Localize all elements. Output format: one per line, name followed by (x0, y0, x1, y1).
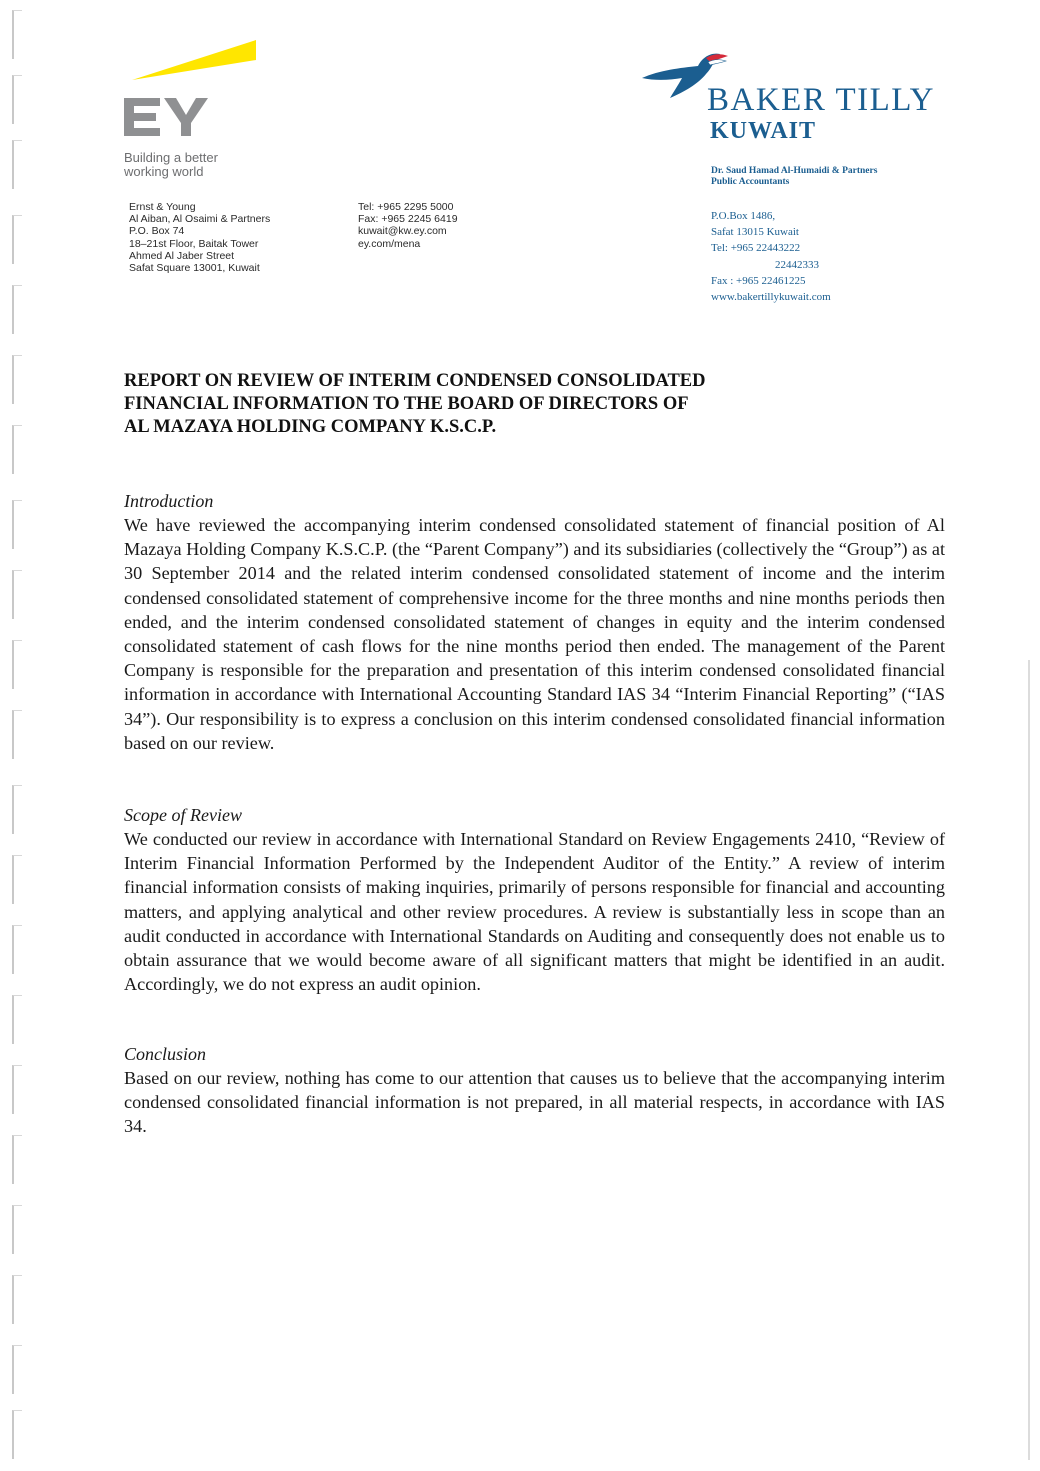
ey-beam-icon (132, 40, 256, 80)
binder-marks (0, 0, 40, 1471)
scope-body: We conducted our review in accordance with International Standard on Review Engagements 2410, “Review of Interim Financial Information Performed by the Independent Auditor of the Entity.” A review of interim financial information consists of making inquiries, primarily of persons responsible for financial and accounting matters, and applying analytical and other review procedures. A review is substantially less in scope than an audit conducted in accordance with International Standards on Auditing and consequently does not enable us to obtain assurance that we would become aware of all significant matters that might be identified in an audit. Accordingly, we do not express an audit opinion. (124, 829, 945, 995)
baker-tilly-partners: Dr. Saud Hamad Al-Humaidi & Partners Public Accountants (711, 166, 878, 187)
scope-section (124, 804, 945, 996)
baker-tilly-tel: Tel: +965 22443222 (711, 242, 801, 255)
ey-address: Ernst & Young Al Aiban, Al Osaimi & Partners P.O. Box 74 18–21st Floor, Baitak Tower Ahmed Al Jaber Street Safat Square 13001, Kuwait (129, 201, 271, 275)
baker-tilly-name: BAKER TILLY (707, 82, 935, 118)
baker-tilly-city: KUWAIT (710, 118, 817, 144)
baker-tilly-fax: Fax : +965 22461225 (711, 274, 806, 287)
baker-tilly-address: P.O.Box 1486, Safat 13015 Kuwait Tel: +965 22443222 22442333 Fax : +965 22461225 www.bakertillykuwait.com (711, 208, 831, 305)
introduction-heading: Introduction (124, 491, 214, 511)
ey-fax: Fax: +965 2245 6419 (358, 213, 458, 226)
conclusion-section (124, 1043, 945, 1139)
ey-logo (124, 36, 264, 136)
ey-tagline: Building a better working world (124, 150, 218, 179)
report-title: REPORT ON REVIEW OF INTERIM CONDENSED CONSOLIDATED FINANCIAL INFORMATION TO THE BOARD OF DIRECTORS OF AL MAZAYA HOLDING COMPANY K.S.C.P. (124, 371, 706, 437)
baker-tilly-website: www.bakertillykuwait.com (711, 291, 831, 304)
conclusion-body: Based on our review, nothing has come to our attention that causes us to believe that the accompanying interim condensed consolidated financial information is not prepared, in all material respects, in accordance with IAS 34. (124, 1068, 945, 1137)
baker-tilly-tel-2: 22442333 (775, 258, 819, 271)
page-edge-line (1028, 660, 1030, 1460)
introduction-section (124, 490, 945, 755)
ey-email: kuwait@kw.ey.com (358, 225, 447, 238)
ey-tel: Tel: +965 2295 5000 (358, 201, 454, 213)
introduction-body: We have reviewed the accompanying interim condensed consolidated statement of financial position of Al Mazaya Holding Company K.S.C.P. (the “Parent Company”) and its subsidiaries (collectively the “Group”) as at 30 September 2014 and the related interim condensed consolidated statement of income and the interim condensed consolidated statement of comprehensive income for the three months and nine months periods then ended, and the interim condensed consolidated statement of changes in equity and the interim condensed consolidated statement of cash flows for the nine months period then ended. The management of the Parent Company is responsible for the preparation and presentation of this interim condensed consolidated financial information in accordance with International Accounting Standard IAS 34 “Interim Financial Reporting” (“IAS 34”). Our responsibility is to express a conclusion on this interim condensed consolidated financial information based on our review. (124, 515, 945, 753)
conclusion-heading: Conclusion (124, 1044, 207, 1064)
ey-contact (358, 201, 458, 250)
scope-heading: Scope of Review (124, 805, 242, 825)
ey-website: ey.com/mena (358, 237, 421, 250)
